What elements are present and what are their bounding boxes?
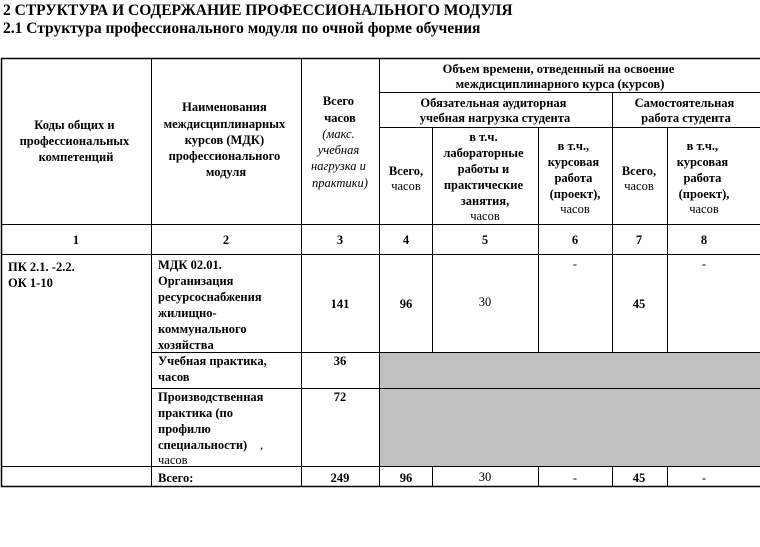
header-labs-unit: часов [470, 209, 500, 223]
total-total: 249 [330, 471, 350, 485]
shaded-area-edu-practice [379, 353, 760, 388]
svg-text:2: 2 [222, 233, 230, 247]
header-mandatory: Обязательная аудиторная учебная нагрузка студента [419, 96, 571, 125]
header-ind-course: в т.ч., курсовая работа (проект), [676, 139, 730, 201]
prod-practice-name: Производственная практика (по профилю специальности) [158, 390, 264, 452]
header-mand-total: Всего, [388, 164, 424, 178]
svg-text:8: 8 [700, 233, 708, 247]
total-label: Всего: [158, 471, 194, 485]
module-structure-table [0, 58, 735, 490]
header-total-hours: Всего часов [322, 94, 356, 125]
prod-practice-unit: часов [158, 453, 188, 467]
header-names: Наименования междисциплинарных курсов (МДК) профессионального модуля [163, 100, 286, 179]
header-total-note: (макс. учебная нагрузка и практики) [311, 127, 368, 190]
shaded-area-prod-practice [379, 389, 760, 466]
svg-text:3: 3 [336, 233, 344, 247]
svg-text:1: 1 [72, 233, 80, 247]
total-mand: 96 [399, 471, 413, 485]
header-ind-total: Всего, [621, 164, 657, 178]
total-ind: 45 [632, 471, 646, 485]
mdk-labs: 30 [478, 295, 492, 309]
header-independent: Самостоятельная работа студента [634, 96, 735, 125]
mdk-ind: 45 [632, 297, 646, 311]
svg-text:5: 5 [481, 233, 489, 247]
header-course: в т.ч., курсовая работа (проект), [547, 139, 601, 201]
header-codes: Коды общих и профессиональных компетенций [19, 118, 130, 164]
mdk-mand: 96 [399, 297, 413, 311]
header-ind-course-unit: часов [689, 202, 719, 216]
header-volume: Объем времени, отведенный на освоение междисциплинарного курса (курсов) [442, 62, 675, 91]
header-mand-total-unit: часов [391, 179, 421, 193]
svg-text:6: 6 [571, 233, 579, 247]
total-course: - [572, 471, 578, 485]
section-subheading: 2.1 Структура профессионального модуля по очной форме обучения [3, 20, 481, 37]
total-ind-course: - [701, 471, 707, 485]
edu-practice-name: Учебная практика, часов [158, 354, 267, 384]
svg-text:4: 4 [402, 233, 410, 247]
edu-practice-total: 36 [333, 354, 347, 368]
mdk-course: - [572, 257, 578, 271]
header-ind-total-unit: часов [624, 179, 654, 193]
mdk-name: МДК 02.01. Организация ресурсоснабжения жилищно- коммунального хозяйства [158, 258, 262, 352]
column-numbers [73, 233, 707, 247]
section-heading: 2 СТРУКТУРА И СОДЕРЖАНИЕ ПРОФЕССИОНАЛЬНОГО МОДУЛЯ [3, 2, 513, 19]
codes-cell: ПК 2.1. -2.2. ОК 1-10 [8, 260, 75, 290]
header-course-unit: часов [560, 202, 590, 216]
svg-text:7: 7 [635, 233, 643, 247]
mdk-ind-course: - [701, 257, 707, 271]
prod-practice-comma: , [260, 438, 264, 452]
prod-practice-total: 72 [333, 390, 347, 404]
header-labs: в т.ч. лабораторные работы и практические занятия, [443, 130, 524, 208]
mdk-total: 141 [330, 297, 350, 311]
total-labs: 30 [478, 470, 492, 484]
